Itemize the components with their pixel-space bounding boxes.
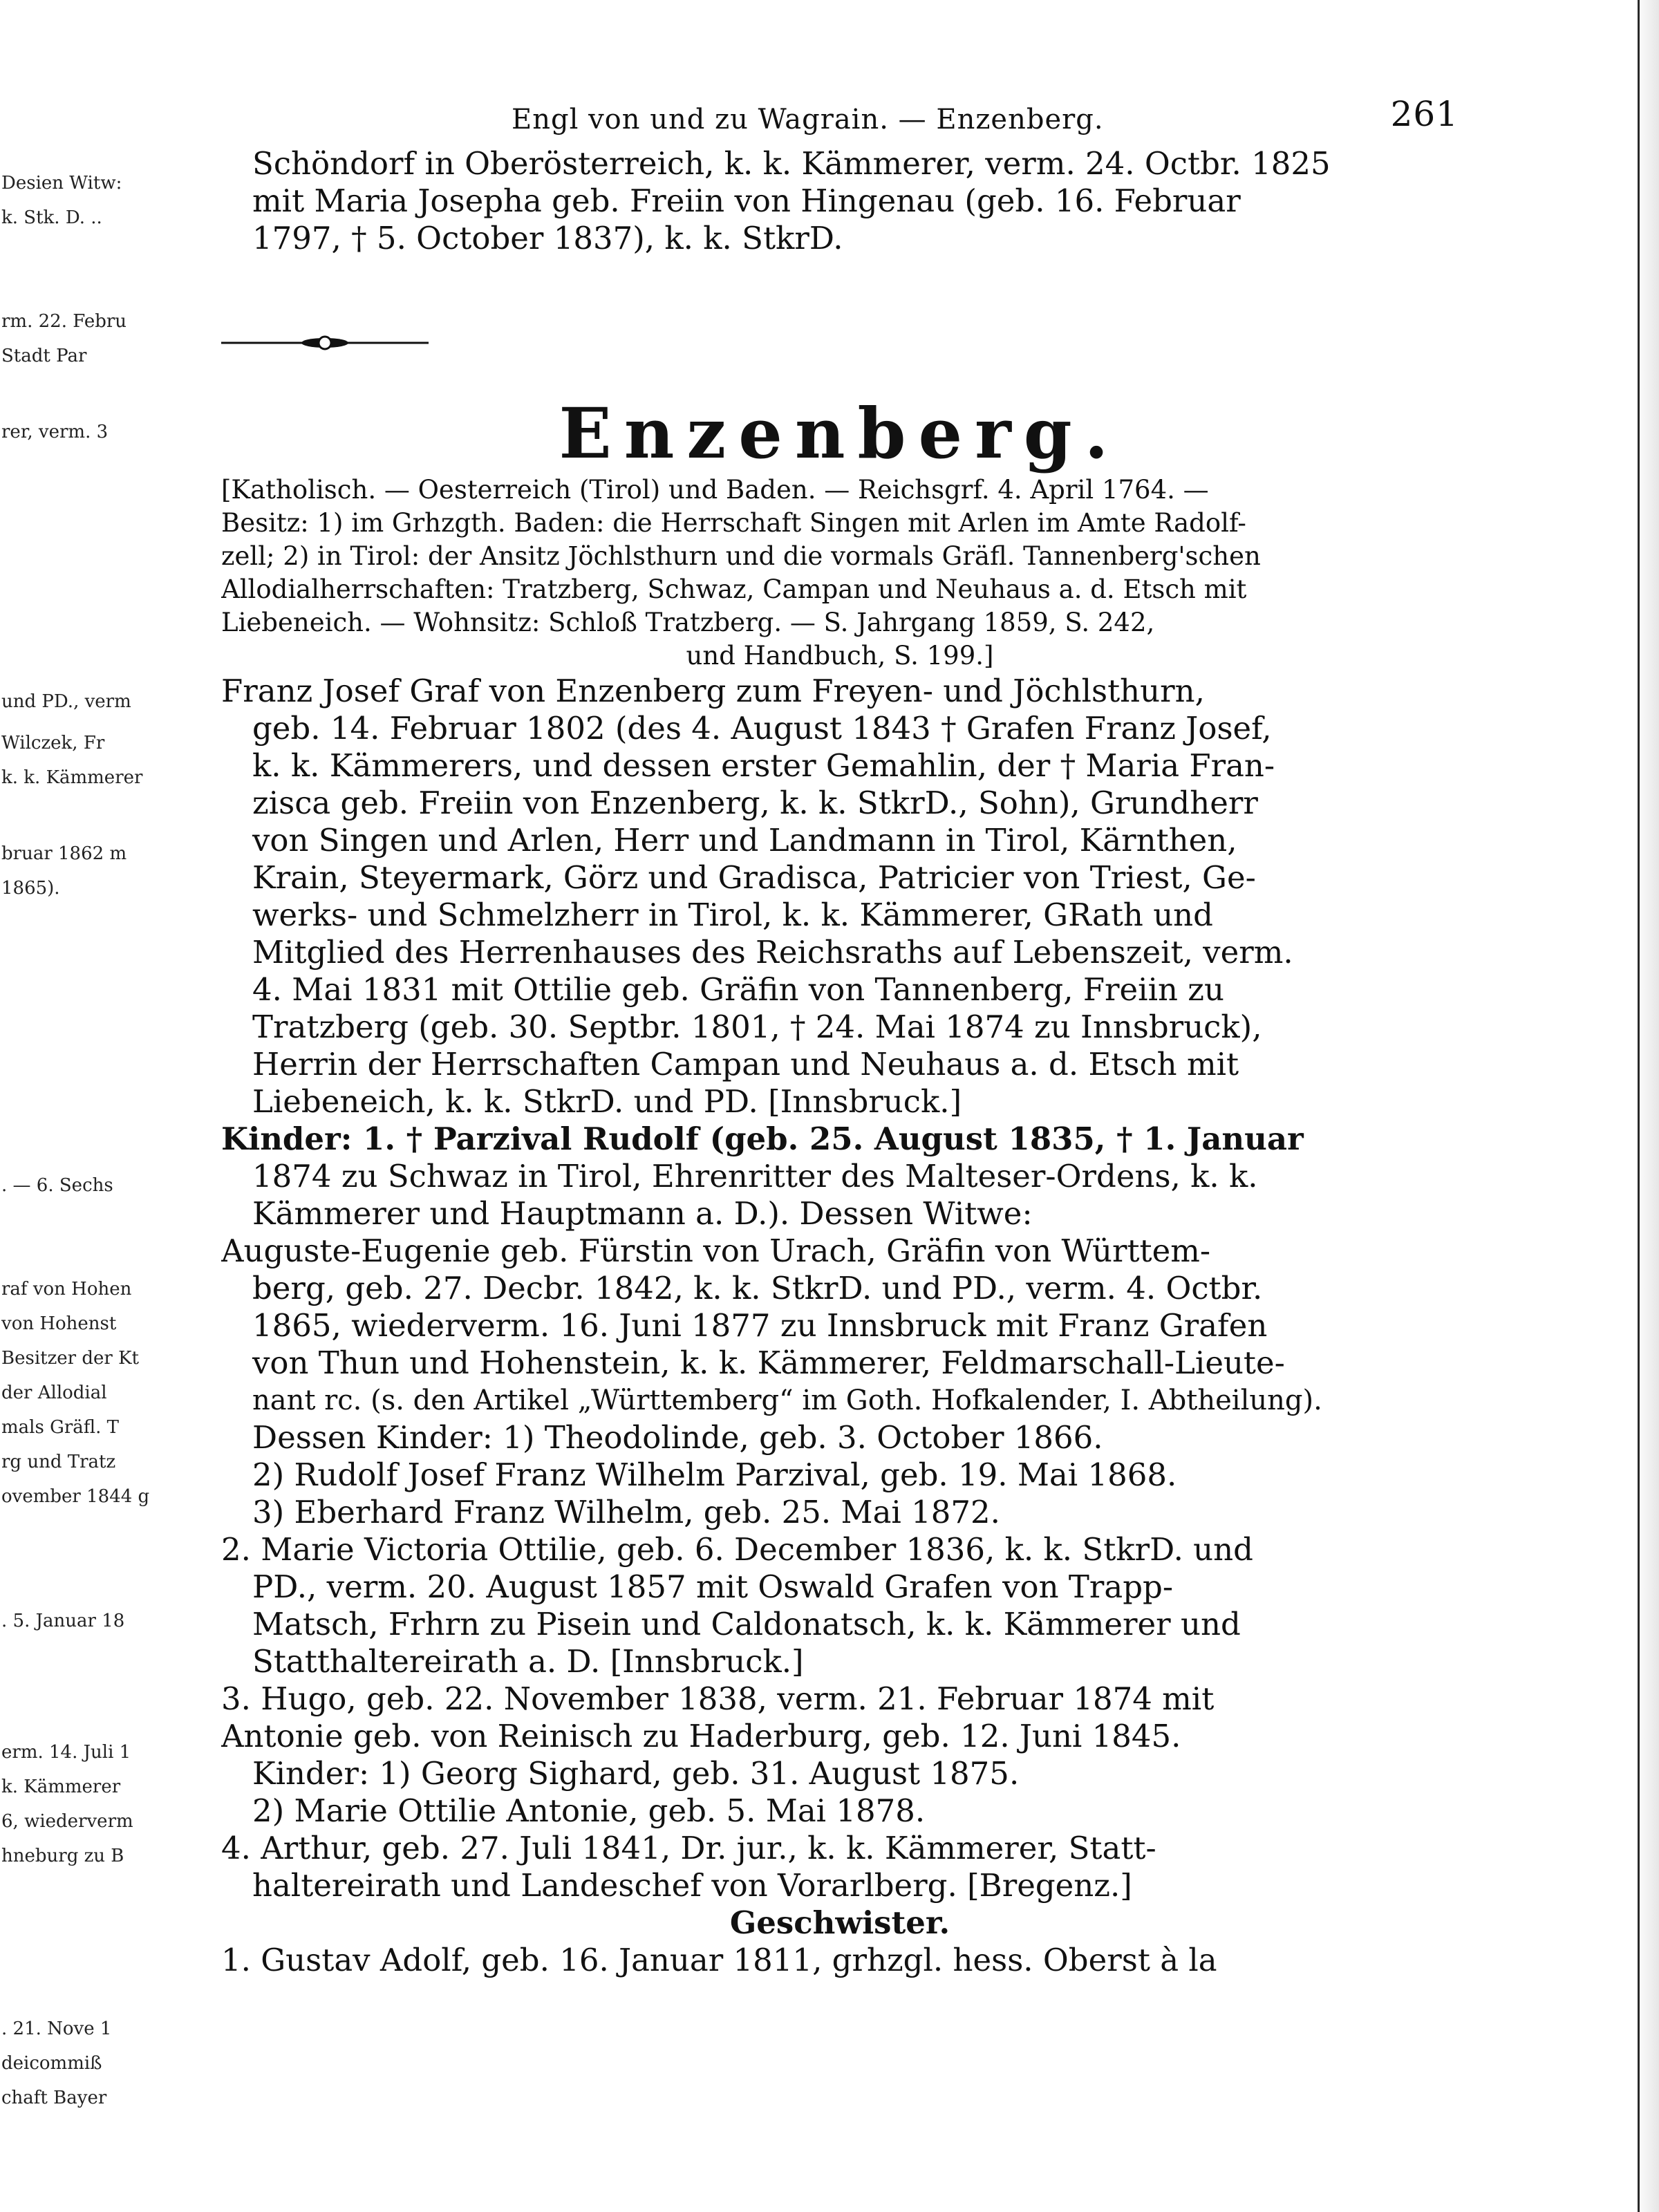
ornamental-rule [221,335,429,351]
entry-line: Kinder: 1. † Parzival Rudolf (geb. 25. August 1835, † 1. Januar [221,1121,1304,1157]
entry-line: Herrin der Herrschaften Campan und Neuhaus a. d. Etsch mit [252,1046,1239,1082]
entry-line: k. k. Kämmerers, und dessen erster Gemahlin, der † Maria Fran- [252,747,1275,784]
binding-edge [1638,0,1659,2212]
family-note [221,474,1459,673]
text-line: 1797, † 5. October 1837), k. k. StkrD. [252,220,843,256]
margin-fragment: k. k. Kämmerer [1,767,143,788]
margin-fragment: mals Gräfl. T [1,1417,119,1438]
margin-fragment: hneburg zu B [1,1846,124,1866]
page-number: 261 [1390,94,1459,134]
entry-line: Mitglied des Herrenhauses des Reichsraths auf Lebenszeit, verm. [252,934,1293,971]
entry-line: von Thun und Hohenstein, k. k. Kämmerer, Feldmarschall-Lieute- [252,1344,1285,1381]
margin-fragment: rer, verm. 3 [1,422,109,442]
margin-fragment: raf von Hohen [1,1279,132,1300]
entry-line: 2. Marie Victoria Ottilie, geb. 6. December 1836, k. k. StkrD. und [221,1531,1253,1568]
section-heading: Enzenberg. [559,393,1121,474]
margin-fragment: Desien Witw: [1,173,122,194]
genealogy-entries [221,673,1459,1979]
margin-fragment: ovember 1844 g [1,1486,150,1507]
entry-line: nant rc. (s. den Artikel „Württemberg“ im Goth. Hofkalender, I. Abtheilung). [252,1385,1322,1416]
entry-line: Kämmerer und Hauptmann a. D.). Dessen Witwe: [252,1195,1033,1232]
entry-line: 4. Mai 1831 mit Ottilie geb. Gräfin von Tannenberg, Freiin zu [252,971,1224,1008]
entry-line: Krain, Steyermark, Görz und Gradisca, Patricier von Triest, Ge- [252,859,1256,896]
note-line: [Katholisch. — Oesterreich (Tirol) und Baden. — Reichsgrf. 4. April 1764. — [221,475,1209,505]
entry-line: 1865, wiederverm. 16. Juni 1877 zu Innsbruck mit Franz Grafen [252,1307,1268,1344]
margin-fragment: chaft Bayer [1,2088,107,2108]
entry-line: Tratzberg (geb. 30. Septbr. 1801, † 24. Mai 1874 zu Innsbruck), [252,1009,1262,1045]
entry-line: Liebeneich, k. k. StkrD. und PD. [Innsbruck.] [252,1083,962,1120]
entry-line: Antonie geb. von Reinisch zu Haderburg, geb. 12. Juni 1845. [221,1718,1181,1754]
facing-page-margin [0,0,150,2212]
text-line: mit Maria Josepha geb. Freiin von Hingenau (geb. 16. Februar [252,182,1241,219]
margin-fragment: . — 6. Sechs [1,1175,113,1196]
entry-line: Dessen Kinder: 1) Theodolinde, geb. 3. October 1866. [252,1419,1103,1456]
entry-line: berg, geb. 27. Decbr. 1842, k. k. StkrD. und PD., verm. 4. Octbr. [252,1270,1263,1306]
running-title: Engl von und zu Wagrain. — Enzenberg. [512,104,1104,135]
entry-line: Statthaltereirath a. D. [Innsbruck.] [252,1643,804,1680]
entry-line: haltereirath und Landeschef von Vorarlberg. [Bregenz.] [252,1867,1132,1904]
entry-line: 3) Eberhard Franz Wilhelm, geb. 25. Mai 1872. [252,1494,1000,1530]
note-line: zell; 2) in Tirol: der Ansitz Jöchlsthurn und die vormals Gräfl. Tannenberg'schen [221,541,1261,571]
margin-fragment: von Hohenst [1,1313,117,1334]
entry-line: PD., verm. 20. August 1857 mit Oswald Grafen von Trapp- [252,1568,1174,1605]
note-line: und Handbuch, S. 199.] [686,641,994,671]
entry-line: 2) Rudolf Josef Franz Wilhelm Parzival, geb. 19. Mai 1868. [252,1456,1177,1493]
margin-fragment: 6, wiederverm [1,1811,133,1832]
margin-fragment: Besitzer der Kt [1,1348,139,1369]
text-line: Schöndorf in Oberösterreich, k. k. Kämmerer, verm. 24. Octbr. 1825 [252,145,1331,182]
book-page [221,90,1459,1979]
entry-line: Kinder: 1) Georg Sighard, geb. 31. August 1875. [252,1755,1020,1792]
margin-fragment: Wilczek, Fr [1,733,105,753]
entry-line: Matsch, Frhrn zu Pisein und Caldonatsch, k. k. Kämmerer und [252,1606,1241,1642]
margin-fragment: 1865). [1,878,60,899]
margin-fragment: bruar 1862 m [1,843,127,864]
entry-line: 2) Marie Ottilie Antonie, geb. 5. Mai 1878. [252,1792,926,1829]
entry-line: Geschwister. [729,1904,950,1941]
continuation-text [221,145,1459,257]
margin-fragment: und PD., verm [1,691,131,712]
margin-fragment: . 5. Januar 18 [1,1611,125,1631]
margin-fragment: k. Stk. D. .. [1,207,102,228]
entry-line: geb. 14. Februar 1802 (des 4. August 1843 † Grafen Franz Josef, [252,710,1272,747]
margin-fragment: deicommiß [1,2053,102,2074]
margin-fragment: rm. 22. Febru [1,311,127,332]
entry-line: Auguste-Eugenie geb. Fürstin von Urach, Gräfin von Württem- [221,1232,1211,1269]
note-line: Liebeneich. — Wohnsitz: Schloß Tratzberg. — S. Jahrgang 1859, S. 242, [221,608,1155,637]
entry-line: 1. Gustav Adolf, geb. 16. Januar 1811, grhzgl. hess. Oberst à la [221,1942,1217,1978]
margin-fragment: der Allodial [1,1382,107,1403]
running-header [221,90,1459,145]
margin-fragment: k. Kämmerer [1,1777,121,1797]
entry-line: 1874 zu Schwaz in Tirol, Ehrenritter des Malteser-Ordens, k. k. [252,1158,1258,1194]
margin-fragment: . 21. Nove 1 [1,2018,112,2039]
entry-line: 4. Arthur, geb. 27. Juli 1841, Dr. jur., k. k. Kämmerer, Statt- [221,1830,1156,1866]
entry-line: zisca geb. Freiin von Enzenberg, k. k. StkrD., Sohn), Grundherr [252,785,1258,821]
entry-line: 3. Hugo, geb. 22. November 1838, verm. 21. Februar 1874 mit [221,1680,1215,1717]
margin-fragment: rg und Tratz [1,1452,116,1472]
note-line: Besitz: 1) im Grhzgth. Baden: die Herrschaft Singen mit Arlen im Amte Radolf- [221,508,1246,538]
entry-line: von Singen und Arlen, Herr und Landmann in Tirol, Kärnthen, [252,822,1237,859]
margin-fragment: erm. 14. Juli 1 [1,1742,131,1763]
margin-fragment: Stadt Par [1,346,87,366]
note-line: Allodialherrschaften: Tratzberg, Schwaz, Campan und Neuhaus a. d. Etsch mit [221,574,1247,604]
entry-line: Franz Josef Graf von Enzenberg zum Freyen- und Jöchlsthurn, [221,673,1205,709]
entry-line: werks- und Schmelzherr in Tirol, k. k. Kämmerer, GRath und [252,897,1213,933]
